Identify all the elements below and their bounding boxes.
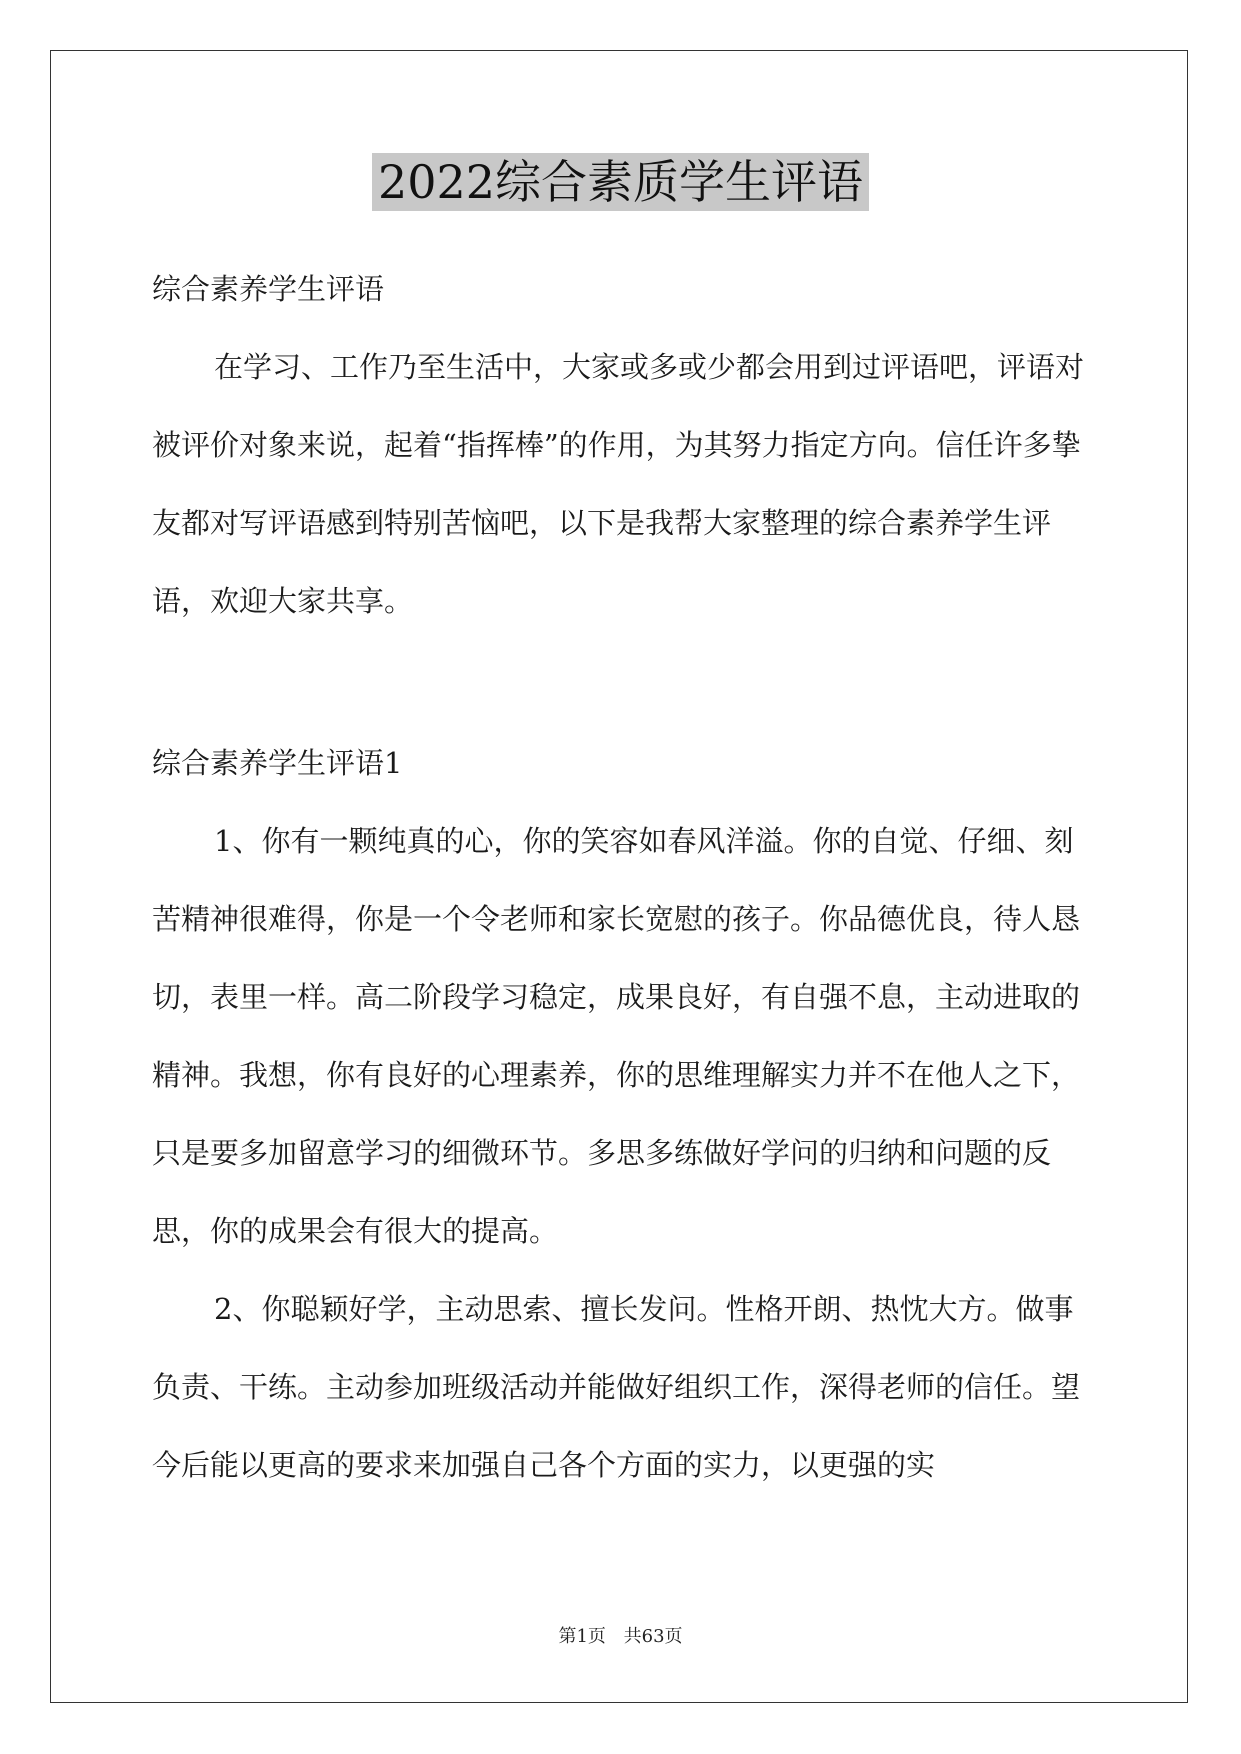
paragraph-item-2: 2、你聪颖好学，主动思索、擅长发问。性格开朗、热忱大方。做事负责、干练。主动参加班级活动并能做好组织工作，深得老师的信任。望今后能以更高的要求来加强自己各个方面的实力，以更强的实 (152, 1292, 1081, 1482)
paragraph-intro: 在学习、工作乃至生活中，大家或多或少都会用到过评语吧，评语对被评价对象来说，起着“指挥棒”的作用，为其努力指定方向。信任许多挚友都对写评语感到特别苦恼吧，以下是我帮大家整理的综合素养学生评语，欢迎大家共享。 (152, 350, 1085, 618)
document-body (152, 250, 1092, 1504)
title-container (0, 153, 1241, 211)
paragraph-item-1: 1、你有一颗纯真的心，你的笑容如春风洋溢。你的自觉、仔细、刻苦精神很难得，你是一个令老师和家长宽慰的孩子。你品德优良，待人恳切，表里一样。高二阶段学习稳定，成果良好，有自强不息，主动进取的精神。我想，你有良好的心理素养，你的思维理解实力并不在他人之下，只是要多加留意学习的细微环节。多思多练做好学问的归纳和问题的反思，你的成果会有很大的提高。 (152, 824, 1081, 1248)
page-number: 第1页 (558, 1626, 606, 1647)
section-heading-intro: 综合素养学生评语 (152, 272, 385, 306)
section-spacer (152, 640, 1092, 724)
page-total: 共63页 (623, 1626, 683, 1647)
page-footer (0, 1622, 1241, 1648)
section-heading-1: 综合素养学生评语1 (152, 746, 403, 780)
document-title: 2022综合素质学生评语 (372, 153, 869, 211)
